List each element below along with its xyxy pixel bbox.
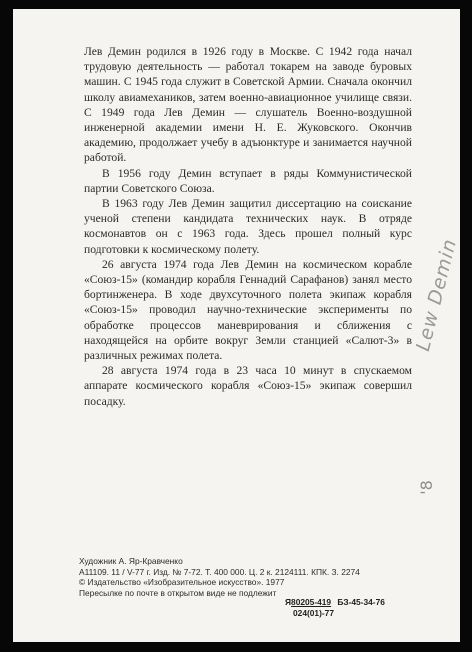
biography-paragraph: Лев Демин родился в 1926 году в Москве. С 1942 года начал трудовую деятельность — работал токарем на заводе буровых машин. С 1945 года служит в Советской Армии. Сначала окончил школу авиамехаников, затем военно-авиационное училище связи. С 1949 года Лев Демин — слушатель Военно-воздушной инженерной академии имени Н. Е. Жуковского. Окончив академию, продолжает учебу в адъюнктуре и занимается научной работой. [84,45,412,165]
publisher-imprint [79,556,409,598]
print-info: А11109. 11 / V-77 г. Изд. № 7-72. Т. 400 000. Ц. 2 к. 2124111. КПК. З. 2274 [79,566,360,577]
catalog-prefix: Я [285,597,292,607]
catalog-code [285,597,385,618]
biography-paragraph: 28 августа 1974 года в 23 часа 10 минут в спускаемом аппарате космического корабля «Союз-15» экипаж совершил посадку. [84,364,412,408]
catalog-denominator: 024(01)-77 [293,607,334,618]
biography-paragraph: В 1963 году Лев Демин защитил диссертацию на соискание ученой степени кандидата технических наук. В отряде космонавтов он с 1963 года. Здесь прошел полный курс подготовки к космическому полету. [84,197,412,256]
catalog-numerator: 80205-419 [291,597,332,607]
artist-credit: Художник А. Яр-Кравченко [79,556,183,566]
biography-text [84,44,412,409]
catalog-suffix: БЗ-45-34-76 [337,597,385,607]
copyright-line: © Издательство «Изобразительное искусство». 1977 [79,577,285,588]
biography-paragraph: 26 августа 1974 года Лев Демин на космическом корабле «Союз-15» (командир корабля Геннадий Сарафанов) занял место бортинженера. В ходе двухсуточного полета экипаж корабля «Союз-15» проводил научно-технические эксперименты по обработке процессов маневрирования и сближения с находящейся на орбите вокруг Земли станцией «Салют-3» в различных режимах полета. [84,257,412,363]
handwritten-name: Lew Demin [412,236,462,354]
biography-paragraph: В 1956 году Демин вступает в ряды Коммунистической партии Советского Союза. [84,166,412,195]
mail-note: Пересылке по почте в открытом виде не подлежит [79,587,277,598]
handwritten-mark: '8 [416,480,436,495]
